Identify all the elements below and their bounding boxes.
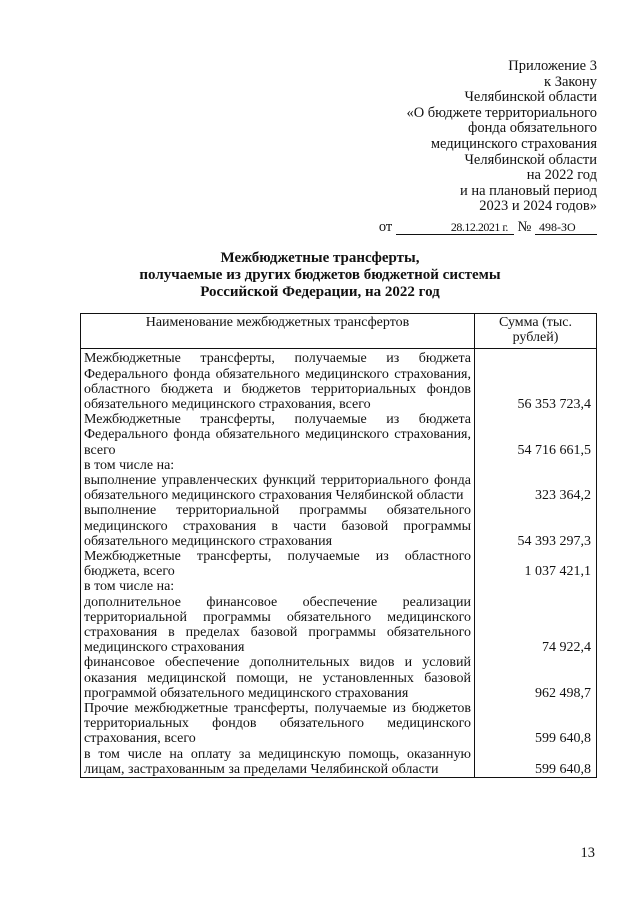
appendix-line: «О бюджете территориального xyxy=(406,104,597,121)
column-header-sum: Сумма (тыс. рублей) xyxy=(475,314,597,349)
row-sum xyxy=(475,458,597,473)
row-name: в том числе на: xyxy=(81,458,475,473)
number-label: № xyxy=(517,219,532,235)
table-row xyxy=(81,579,597,594)
appendix-line: к Закону xyxy=(544,73,597,90)
row-name: финансовое обеспечение дополнительных видов и условий оказания медицинской помощи, не установленных базовой программой обязательного медицинского страхования xyxy=(81,655,475,701)
appendix-header xyxy=(337,59,597,215)
row-sum: 599 640,8 xyxy=(475,701,597,747)
table-row xyxy=(81,349,597,412)
row-name: Межбюджетные трансферты, получаемые из бюджета Федерального фонда обязательного медицинского страхования, областного бюджета и бюджетов территориальных фондов обязательного медицинского страхования, всего xyxy=(81,349,475,412)
appendix-line: Приложение 3 xyxy=(508,58,597,74)
title-line: получаемые из других бюджетов бюджетной системы xyxy=(139,267,501,283)
appendix-line: фонда обязательного xyxy=(467,120,597,137)
title-line: Российской Федерации, на 2022 год xyxy=(200,284,440,300)
appendix-line: Челябинской области xyxy=(464,89,597,106)
table-row xyxy=(81,503,597,549)
table-row xyxy=(81,747,597,778)
row-name: выполнение управленческих функций территориального фонда обязательного медицинского страхования Челябинской области xyxy=(81,473,475,503)
table-row xyxy=(81,473,597,503)
row-name: дополнительное финансовое обеспечение реализации территориальной программы обязательного медицинского страхования в пределах базовой программы обязательного медицинского страхования xyxy=(81,595,475,656)
table-row xyxy=(81,458,597,473)
table-row xyxy=(81,655,597,701)
row-sum: 74 922,4 xyxy=(475,595,597,656)
column-header-name: Наименование межбюджетных трансфертов xyxy=(81,314,475,349)
title-line: Межбюджетные трансферты, xyxy=(220,250,420,266)
law-date-number xyxy=(379,219,597,235)
row-name: Межбюджетные трансферты, получаемые из областного бюджета, всего xyxy=(81,549,475,579)
row-name: в том числе на оплату за медицинскую помощь, оказанную лицам, застрахованным за пределами Челябинской области xyxy=(81,747,475,778)
appendix-line: и на плановый период xyxy=(459,182,597,199)
row-name: Прочие межбюджетные трансферты, получаемые из бюджетов территориальных фондов обязательного медицинского страхования, всего xyxy=(81,701,475,747)
table-row xyxy=(81,412,597,458)
table-row xyxy=(81,701,597,747)
row-sum: 56 353 723,4 xyxy=(475,349,597,412)
appendix-line: 2023 и 2024 годов» xyxy=(479,198,597,215)
from-label: от xyxy=(378,219,393,235)
law-date: 28.12.2021 г. xyxy=(396,220,514,235)
row-name: в том числе на: xyxy=(81,579,475,594)
row-sum: 599 640,8 xyxy=(475,747,597,778)
row-sum: 962 498,7 xyxy=(475,655,597,701)
row-sum: 1 037 421,1 xyxy=(475,549,597,579)
row-sum: 323 364,2 xyxy=(475,473,597,503)
law-number: 498-ЗО xyxy=(535,220,597,235)
page-number: 13 xyxy=(580,845,595,861)
table-row xyxy=(81,549,597,579)
row-name: выполнение территориальной программы обязательного медицинского страхования в части базовой программы обязательного медицинского страхования xyxy=(81,503,475,549)
transfers-table xyxy=(80,313,597,778)
appendix-line: медицинского страхования xyxy=(430,135,597,152)
appendix-line: Челябинской области xyxy=(464,151,597,168)
table-header-row xyxy=(81,314,597,349)
table-row xyxy=(81,595,597,656)
row-name: Межбюджетные трансферты, получаемые из бюджета Федерального фонда обязательного медицинского страхования, всего xyxy=(81,412,475,458)
row-sum: 54 393 297,3 xyxy=(475,503,597,549)
document-title xyxy=(0,250,640,301)
row-sum: 54 716 661,5 xyxy=(475,412,597,458)
appendix-line: на 2022 год xyxy=(526,167,597,184)
row-sum xyxy=(475,579,597,594)
